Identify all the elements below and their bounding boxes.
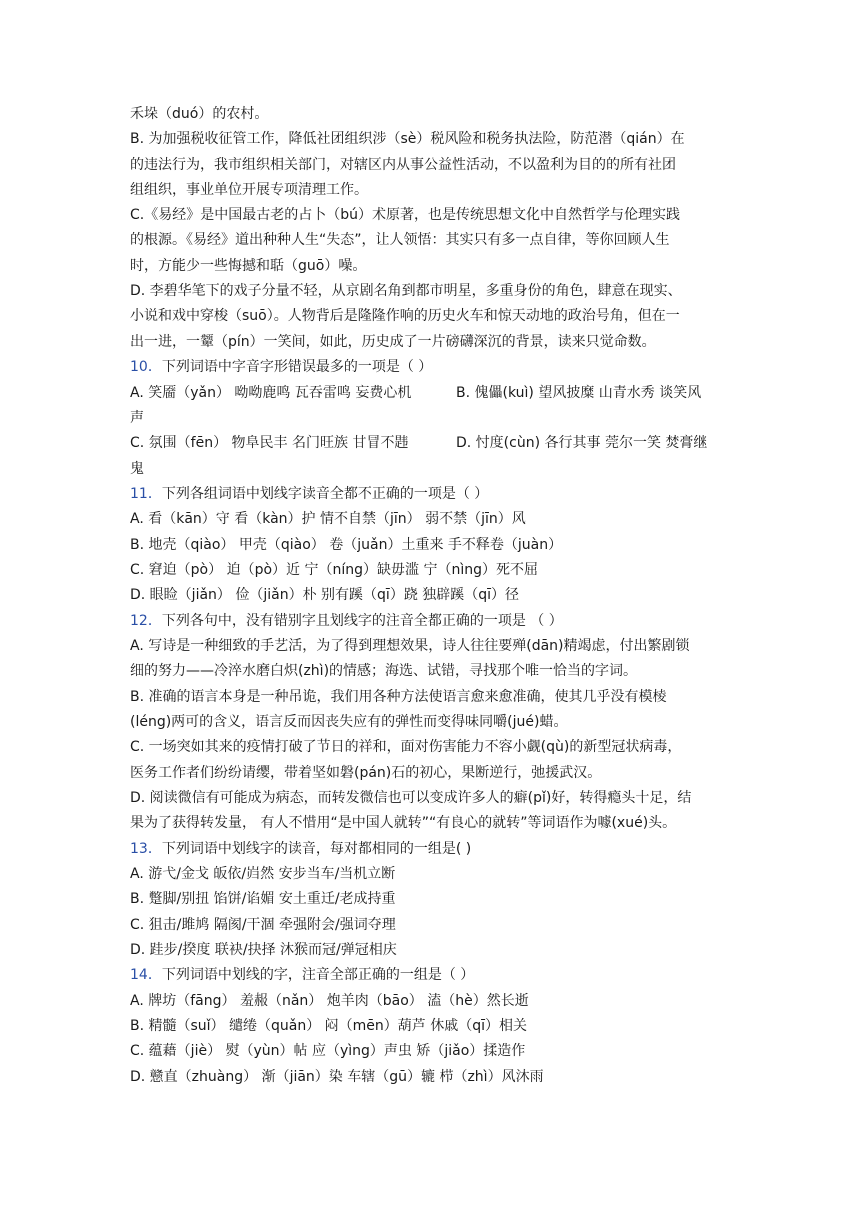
question-10-options-row1 — [130, 383, 740, 405]
text-line: C.《易经》是中国最古老的占卜（bú）术原著，也是传统思想文化中自然哲学与伦理实践 — [130, 207, 680, 223]
option-b: B. 地壳（qiào） 甲壳（qiào） 卷（juǎn）土重来 手不释卷（juàn） — [130, 537, 563, 553]
question-text: 下列各句中，没有错别字且划线字的注音全都正确的一项是 （ ） — [161, 613, 563, 629]
text-line: 的违法行为，我市组织相关部门，对辖区内从事公益性活动，不以盈利为目的的所有社团 — [130, 157, 676, 173]
text-line: D. 李碧华笔下的戏子分量不轻，从京剧名角到都市明星，多重身份的角色，肆意在现实、 — [130, 283, 682, 299]
question-number: 13． — [130, 841, 162, 857]
text-line: 小说和戏中穿梭（suō）。人物背后是隆隆作响的历史火车和惊天动地的政治号角，但在一 — [130, 308, 680, 324]
text-line: 的根源。《易经》道出种种人生“失态”，让人领悟：其实只有多一点自律，等你回顾人生 — [130, 232, 670, 248]
question-10-options-row2 — [130, 433, 740, 455]
option-a: A. 看（kān）守 看（kàn）护 情不自禁（jīn） 弱不禁（jīn）风 — [130, 511, 526, 527]
option-b: B. 准确的语言本身是一种吊诡，我们用各种方法使语言愈来愈准确，使其几乎没有模棱 — [130, 689, 667, 705]
text-line: 禾垛（duó）的农村。 — [130, 106, 269, 122]
option-d-continuation: 果为了获得转发量， 有人不惜用“是中国人就转”“有良心的就转”等词语作为噱(xué)头。 — [130, 815, 677, 831]
option-c: C. 蕴藉（jiè） 熨（yùn）帖 应（yìng）声虫 矫（jiǎo）揉造作 — [130, 1043, 526, 1059]
option-a: A. 笑靥（yǎn） 呦呦鹿鸣 瓦吞雷鸣 妄费心机 — [130, 385, 412, 401]
question-10-stem — [130, 357, 740, 379]
question-12-stem — [130, 611, 740, 633]
option-a: A. 牌坊（fāng） 羞赧（nǎn） 炮羊肉（bāo） 溘（hè）然长逝 — [130, 993, 529, 1009]
question-number: 12． — [130, 613, 162, 629]
question-number: 10． — [130, 359, 162, 375]
option-a: A. 游弋/金戈 皈依/岿然 安步当车/当机立断 — [130, 866, 396, 882]
question-text: 下列词语中字音字形错误最多的一项是（ ） — [161, 359, 433, 375]
question-number: 11． — [130, 486, 162, 502]
option-c: C. 氛围（fēn） 物阜民丰 名门旺族 甘冒不韪 — [130, 435, 409, 451]
text-line: 组组织，事业单位开展专项清理工作。 — [130, 182, 368, 198]
option-a-continuation: 细的努力——冷淬水磨白炽(zhì)的情感；海选、试错，寻找那个唯一恰当的字词。 — [130, 663, 638, 679]
question-text: 下列词语中划线的字，注音全部正确的一组是（ ） — [161, 967, 475, 983]
question-number: 14． — [130, 967, 162, 983]
option-b-continuation: (léng)两可的含义，语言反而因丧失应有的弹性而变得味同嚼(jué)蜡。 — [130, 714, 568, 730]
option-c-continuation: 医务工作者们纷纷请缨，带着坚如磐(pán)石的初心，果断逆行，弛援武汉。 — [130, 765, 602, 781]
option-d: D. 戆直（zhuàng） 渐（jiān）染 车辖（gū）辘 栉（zhì）风沐雨 — [130, 1069, 544, 1085]
question-14-stem — [130, 965, 740, 987]
question-text: 下列词语中划线字的读音，每对都相同的一组是( ) — [161, 841, 472, 857]
option-d: D. 阅读微信有可能成为病态，而转发微信也可以变成许多人的癖(pǐ)好，转得瘾头十足，结 — [130, 790, 692, 806]
text-line: 时，方能少一些悔撼和聒（guō）噪。 — [130, 258, 367, 274]
option-b-continuation: 声 — [130, 410, 144, 426]
question-13-stem — [130, 839, 740, 861]
option-c: C. 一场突如其来的疫情打破了节日的祥和，面对伤害能力不容小觑(qù)的新型冠状病毒， — [130, 739, 682, 755]
option-a: A. 写诗是一种细致的手艺活，为了得到理想效果，诗人往往要殚(dān)精竭虑，付出繁剧锁 — [130, 638, 690, 654]
option-c: C. 狙击/雎鸠 隔阂/干涸 牵强附会/强词夺理 — [130, 917, 396, 933]
option-b: B. 精髓（suǐ） 缱绻（quǎn） 闷（mēn）葫芦 休戚（qī）相关 — [130, 1018, 528, 1034]
text-line: 出一进，一颦（pín）一笑间，如此，历史成了一片磅礴深沉的背景，读来只觉命数。 — [130, 334, 656, 350]
question-text: 下列各组词语中划线字读音全都不正确的一项是（ ） — [161, 486, 489, 502]
option-c: C. 窘迫（pò） 迫（pò）近 宁（níng）缺毋滥 宁（nìng）死不屈 — [130, 562, 538, 578]
text-line: B. 为加强税收征管工作，降低社团组织涉（sè）税风险和税务执法险，防范潜（qián）在 — [130, 131, 685, 147]
option-d: D. 跬步/揆度 联袂/抉择 沐猴而冠/弹冠相庆 — [130, 942, 397, 958]
option-d-continuation: 鬼 — [130, 461, 144, 477]
question-11-stem — [130, 484, 740, 506]
option-d: D. 眼睑（jiǎn） 俭（jiǎn）朴 别有蹊（qī）跷 独辟蹊（qī）径 — [130, 587, 520, 603]
option-b: B. 蹩脚/别扭 馅饼/谄媚 安土重迁/老成持重 — [130, 891, 396, 907]
option-d: D. 忖度(cùn) 各行其事 莞尔一笑 焚膏继 — [456, 435, 708, 451]
option-b: B. 傀儡(kuì) 望风披糜 山青水秀 谈笑风 — [456, 385, 702, 401]
